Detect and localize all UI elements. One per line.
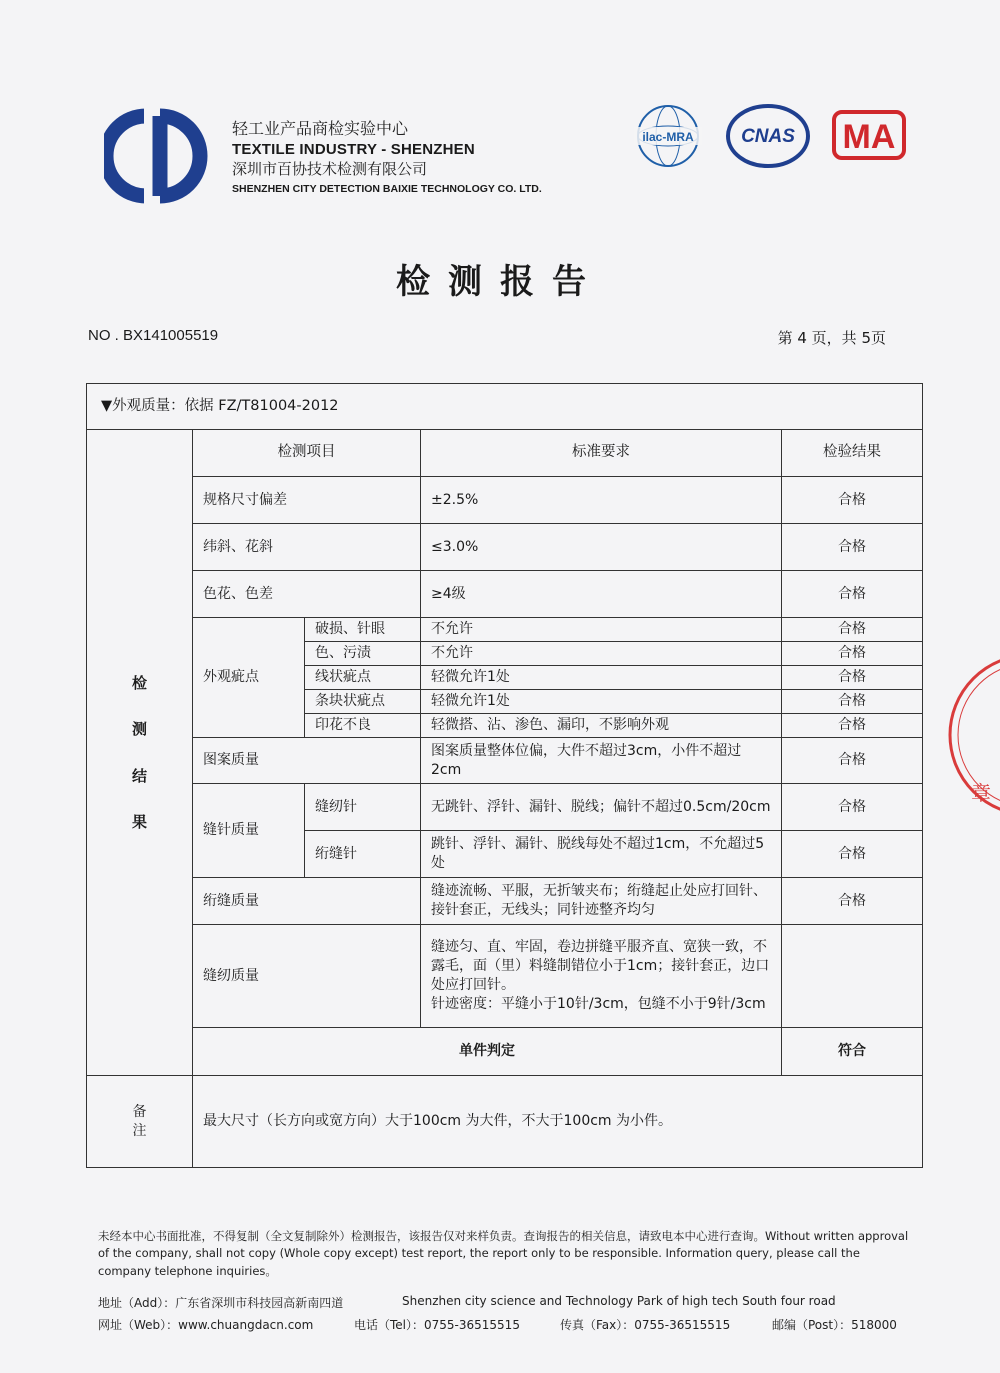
footer-tel: 电话（Tel）：0755-36515515 <box>354 1318 520 1332</box>
footer-fax: 传真（Fax）：0755-36515515 <box>560 1318 731 1332</box>
table-row: 绗缝针 跳针、浮针、漏针、脱线每处不超过1cm，不允超过5处 合格 <box>87 831 923 878</box>
svg-text:章: 章 <box>971 781 991 805</box>
table-row: 印花不良 轻微搭、沾、渗色、漏印，不影响外观 合格 <box>87 714 923 738</box>
footer-address-en: Shenzhen city science and Technology Park of high tech South four road <box>402 1294 836 1308</box>
footer-web: 网址（Web）：www.chuangdacn.com <box>98 1318 314 1332</box>
cnas-logo-icon <box>728 106 808 166</box>
table-row: 色、污渍 不允许 合格 <box>87 642 923 666</box>
report-title: 检测报告 <box>396 262 604 302</box>
ilac-mra-logo-icon <box>634 106 702 166</box>
company-name-cn: 深圳市百协技术检测有限公司 <box>232 159 428 178</box>
footer-address-cn: 地址（Add）：广东省深圳市科技园高新南四道 <box>98 1296 344 1310</box>
header-standard: 标准要求 <box>421 430 782 477</box>
table-row: 外观疵点 破损、针眼 不允许 合格 <box>87 618 923 642</box>
verdict-value: 符合 <box>782 1028 923 1076</box>
side-label-results: 检 测 结 果 <box>87 430 193 1076</box>
svg-text:CNAS: CNAS <box>741 126 795 147</box>
table-row: 规格尺寸偏差 ±2.5% 合格 <box>87 477 923 524</box>
svg-text:MA: MA <box>842 118 896 156</box>
table-row: 图案质量 图案质量整体位偏，大件不超过3cm，小件不超过2cm 合格 <box>87 738 923 784</box>
stamp-seal-icon <box>935 640 1000 830</box>
report-number: NO . BX141005519 <box>88 327 219 344</box>
cma-logo-icon <box>834 112 904 158</box>
certification-logos <box>628 100 918 172</box>
footer-contact <box>98 1294 910 1338</box>
svg-text:ilac-MRA: ilac-MRA <box>642 130 694 144</box>
table-row: 条块状疵点 轻微允许1处 合格 <box>87 690 923 714</box>
org-name-cn: 轻工业产品商检实验中心 <box>232 119 409 138</box>
table-row: 纬斜、花斜 ≤3.0% 合格 <box>87 524 923 571</box>
cd-logo-icon <box>104 108 208 204</box>
organization-block <box>232 120 542 195</box>
sewing-standard-1: 缝迹匀、直、牢固，卷边拼缝平服齐直、宽狭一致，不露毛，面（里）料缝制错位小于1cm；接针套正，边口处应打回针。 <box>431 939 770 993</box>
verdict-label: 单件判定 <box>193 1028 782 1076</box>
section-title: ▼外观质量：依据 FZ/T81004-2012 <box>87 384 923 430</box>
remarks-text: 最大尺寸（长方向或宽方向）大于100cm 为大件，不大于100cm 为小件。 <box>193 1076 923 1168</box>
org-name-en: TEXTILE INDUSTRY - SHENZHEN <box>232 141 475 159</box>
table-row: 缝针质量 缝纫针 无跳针、浮针、漏针、脱线；偏针不超过0.5cm/20cm 合格 <box>87 784 923 831</box>
results-table <box>86 383 922 1168</box>
table-row: 色花、色差 ≥4级 合格 <box>87 571 923 618</box>
sewing-standard-2: 针迹密度：平缝小于10针/3cm，包缝不小于9针/3cm <box>431 995 766 1012</box>
table-row: 线状疵点 轻微允许1处 合格 <box>87 666 923 690</box>
footer-disclaimer: 未经本中心书面批准，不得复制（全文复制除外）检测报告，该报告仅对来样负责。查询报告的相关信息，请致电本中心进行查询。Without written approval of the company, shall not copy (Whole copy except) test report, the report only to be responsible. Information query, please call the company telephone inquiries。 <box>98 1229 909 1278</box>
header-item: 检测项目 <box>193 430 421 477</box>
footer-post: 邮编（Post）：518000 <box>772 1318 897 1332</box>
table-row: 缝纫质量 缝迹匀、直、牢固，卷边拼缝平服齐直、宽狭一致，不露毛，面（里）料缝制错位小于1cm；接针套正，边口处应打回针。 针迹密度：平缝小于10针/3cm，包缝不小于9针/3cm <box>87 925 923 1028</box>
header-result: 检验结果 <box>782 430 923 477</box>
remarks-row <box>87 1076 923 1168</box>
remarks-label: 备 注 <box>87 1076 193 1168</box>
page-indicator: 第 4 页，共 5页 <box>777 329 886 347</box>
table-row: 绗缝质量 缝迹流畅、平服，无折皱夹布；绗缝起止处应打回针、接针套正，无线头；同针迹整齐均匀 合格 <box>87 878 923 925</box>
company-name-en: SHENZHEN CITY DETECTION BAIXIE TECHNOLOGY CO. LTD. <box>232 182 542 195</box>
verdict-row <box>87 1028 923 1076</box>
